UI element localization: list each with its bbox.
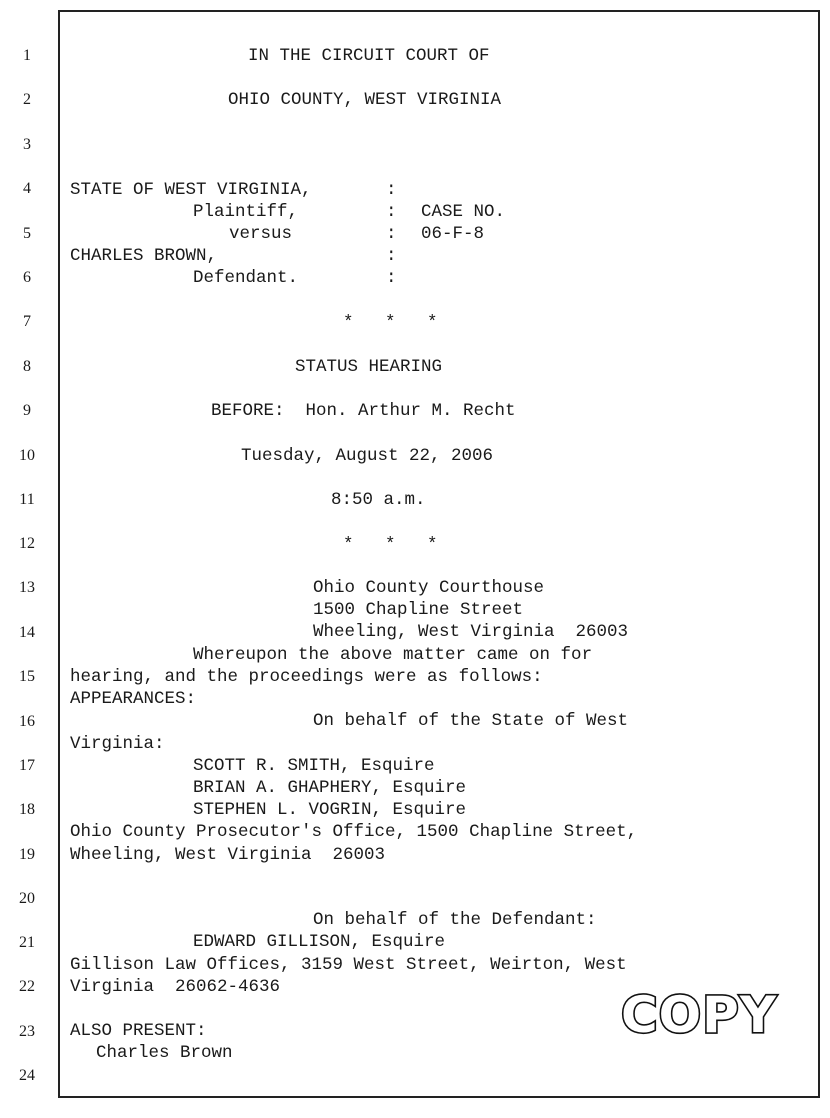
caption-colon: : <box>386 246 397 266</box>
defendant-role: Defendant. <box>193 268 299 288</box>
state-attorney: STEPHEN L. VOGRIN, Esquire <box>193 800 467 820</box>
also-present-heading: ALSO PRESENT: <box>70 1021 207 1041</box>
plaintiff-name: STATE OF WEST VIRGINIA, <box>70 180 312 200</box>
line-number: 10 <box>19 447 35 464</box>
defense-office-line-2: Virginia 26062-4636 <box>70 977 281 997</box>
location-line-1: Ohio County Courthouse <box>313 578 545 598</box>
court-heading-line-2: OHIO COUNTY, WEST VIRGINIA <box>228 90 502 110</box>
hearing-title: STATUS HEARING <box>295 357 443 377</box>
state-office-line-2: Wheeling, West Virginia 26003 <box>70 845 386 865</box>
state-office-line-1: Ohio County Prosecutor's Office, 1500 Chapline Street, <box>70 822 638 842</box>
appearances-heading: APPEARANCES: <box>70 689 197 709</box>
line-number: 17 <box>19 757 35 774</box>
line-number: 11 <box>19 491 35 508</box>
defendant-behalf: On behalf of the Defendant: <box>313 910 597 930</box>
copy-stamp <box>604 985 794 1041</box>
section-separator: * * * <box>343 313 438 333</box>
line-number: 3 <box>23 136 31 153</box>
line-number: 4 <box>23 180 31 197</box>
defense-office-line-1: Gillison Law Offices, 3159 West Street, Weirton, West <box>70 955 627 975</box>
line-number: 15 <box>19 668 35 685</box>
section-separator: * * * <box>343 535 438 555</box>
hearing-judge: BEFORE: Hon. Arthur M. Recht <box>211 401 516 421</box>
defense-attorney: EDWARD GILLISON, Esquire <box>193 932 446 952</box>
caption-colon: : <box>386 268 397 288</box>
state-attorney: SCOTT R. SMITH, Esquire <box>193 756 435 776</box>
line-number: 24 <box>19 1067 35 1084</box>
caption-colon: : <box>386 180 397 200</box>
proceedings-line-1: Whereupon the above matter came on for <box>193 645 593 665</box>
line-number: 6 <box>23 269 31 286</box>
state-behalf-line-1: On behalf of the State of West <box>313 711 629 731</box>
line-number: 12 <box>19 535 35 552</box>
plaintiff-role: Plaintiff, <box>193 202 299 222</box>
line-number: 9 <box>23 402 31 419</box>
location-line-2: 1500 Chapline Street <box>313 600 524 620</box>
line-number: 18 <box>19 801 35 818</box>
line-number: 20 <box>19 890 35 907</box>
line-number: 1 <box>23 47 31 64</box>
proceedings-line-2: hearing, and the proceedings were as follows: <box>70 667 543 687</box>
line-number: 14 <box>19 624 35 641</box>
line-number: 23 <box>19 1023 35 1040</box>
line-number: 19 <box>19 846 35 863</box>
line-number: 8 <box>23 358 31 375</box>
location-line-3: Wheeling, West Virginia 26003 <box>313 622 629 642</box>
line-number: 7 <box>23 313 31 330</box>
hearing-time: 8:50 a.m. <box>331 490 426 510</box>
state-behalf-line-2: Virginia: <box>70 734 165 754</box>
line-number: 13 <box>19 579 35 596</box>
caption-colon: : <box>386 202 397 222</box>
case-number-label: CASE NO. <box>421 202 506 222</box>
also-present-name: Charles Brown <box>96 1043 233 1063</box>
copy-stamp-text: COPY <box>620 986 778 1041</box>
court-heading-line-1: IN THE CIRCUIT COURT OF <box>248 46 490 66</box>
defendant-name: CHARLES BROWN, <box>70 246 218 266</box>
hearing-date: Tuesday, August 22, 2006 <box>241 446 494 466</box>
versus-label: versus <box>229 224 293 244</box>
line-number: 21 <box>19 934 35 951</box>
state-attorney: BRIAN A. GHAPHERY, Esquire <box>193 778 467 798</box>
line-number: 2 <box>23 91 31 108</box>
caption-colon: : <box>386 224 397 244</box>
case-number: 06-F-8 <box>421 224 485 244</box>
line-number: 16 <box>19 713 35 730</box>
line-number: 22 <box>19 978 35 995</box>
line-number: 5 <box>23 225 31 242</box>
